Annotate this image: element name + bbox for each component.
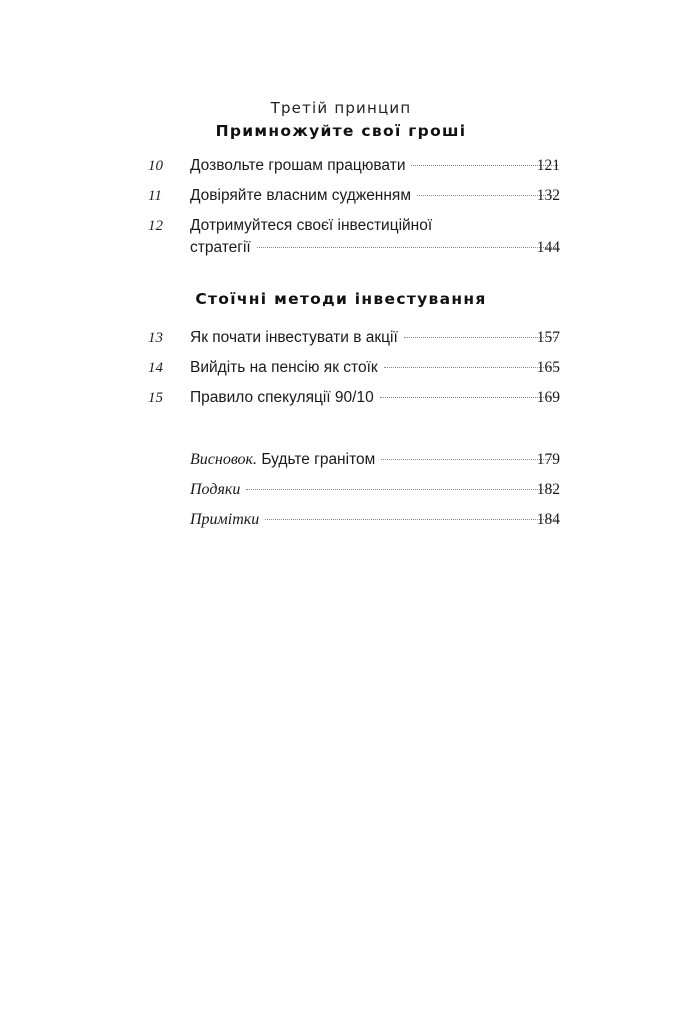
- dot-leader: [246, 489, 558, 490]
- chapter-title: Довіряйте власним судженням: [190, 187, 411, 204]
- chapter-title: Правило спекуляції 90/10: [190, 389, 374, 406]
- toc-entry-12[interactable]: [0, 214, 682, 262]
- dot-leader: [265, 519, 558, 520]
- chapter-title-line2: стратегії: [190, 239, 251, 256]
- toc-entry-14[interactable]: [0, 356, 682, 380]
- chapter-number: 14: [148, 360, 163, 376]
- part-kicker: Третій принцип: [270, 99, 412, 117]
- page-number: 132: [536, 187, 560, 204]
- page-number: 179: [536, 451, 560, 468]
- toc-entry-13[interactable]: [0, 326, 682, 350]
- chapter-number: 10: [148, 158, 163, 174]
- toc-entry-acknowledgments[interactable]: [0, 478, 682, 502]
- dot-leader: [257, 247, 558, 248]
- page-number: 144: [536, 239, 560, 256]
- chapter-title: Дозвольте грошам працювати: [190, 157, 406, 174]
- backmatter-title: Примітки: [190, 511, 260, 528]
- chapter-title-line1: Дотримуйтеся своєї інвестиційної: [190, 217, 433, 234]
- chapter-number: 12: [148, 218, 163, 234]
- chapter-number: 15: [148, 390, 163, 406]
- toc-entry-10[interactable]: [0, 154, 682, 178]
- chapter-title: Як почати інвестувати в акції: [190, 329, 398, 346]
- backmatter-title-rest: Будьте гранітом: [257, 451, 376, 468]
- toc-entry-15[interactable]: [0, 386, 682, 410]
- toc-entry-conclusion[interactable]: [0, 448, 682, 472]
- part-title: Примножуйте свої гроші: [215, 122, 467, 140]
- backmatter-title: [190, 448, 375, 472]
- page-number: 184: [536, 511, 560, 528]
- chapter-number: 13: [148, 330, 163, 346]
- page-number: 169: [536, 389, 560, 406]
- section-title: Стоїчні методи інвестування: [195, 290, 487, 308]
- page-number: 157: [536, 329, 560, 346]
- toc-entry-notes[interactable]: [0, 508, 682, 532]
- page-number: 165: [536, 359, 560, 376]
- backmatter-title-italic: Висновок.: [190, 451, 258, 468]
- chapter-title: Вийдіть на пенсію як стоїк: [190, 359, 378, 376]
- page-number: 121: [536, 157, 560, 174]
- chapter-number: 11: [148, 188, 162, 204]
- page-number: 182: [536, 481, 560, 498]
- backmatter-title: Подяки: [190, 481, 241, 498]
- toc-entry-11[interactable]: [0, 184, 682, 208]
